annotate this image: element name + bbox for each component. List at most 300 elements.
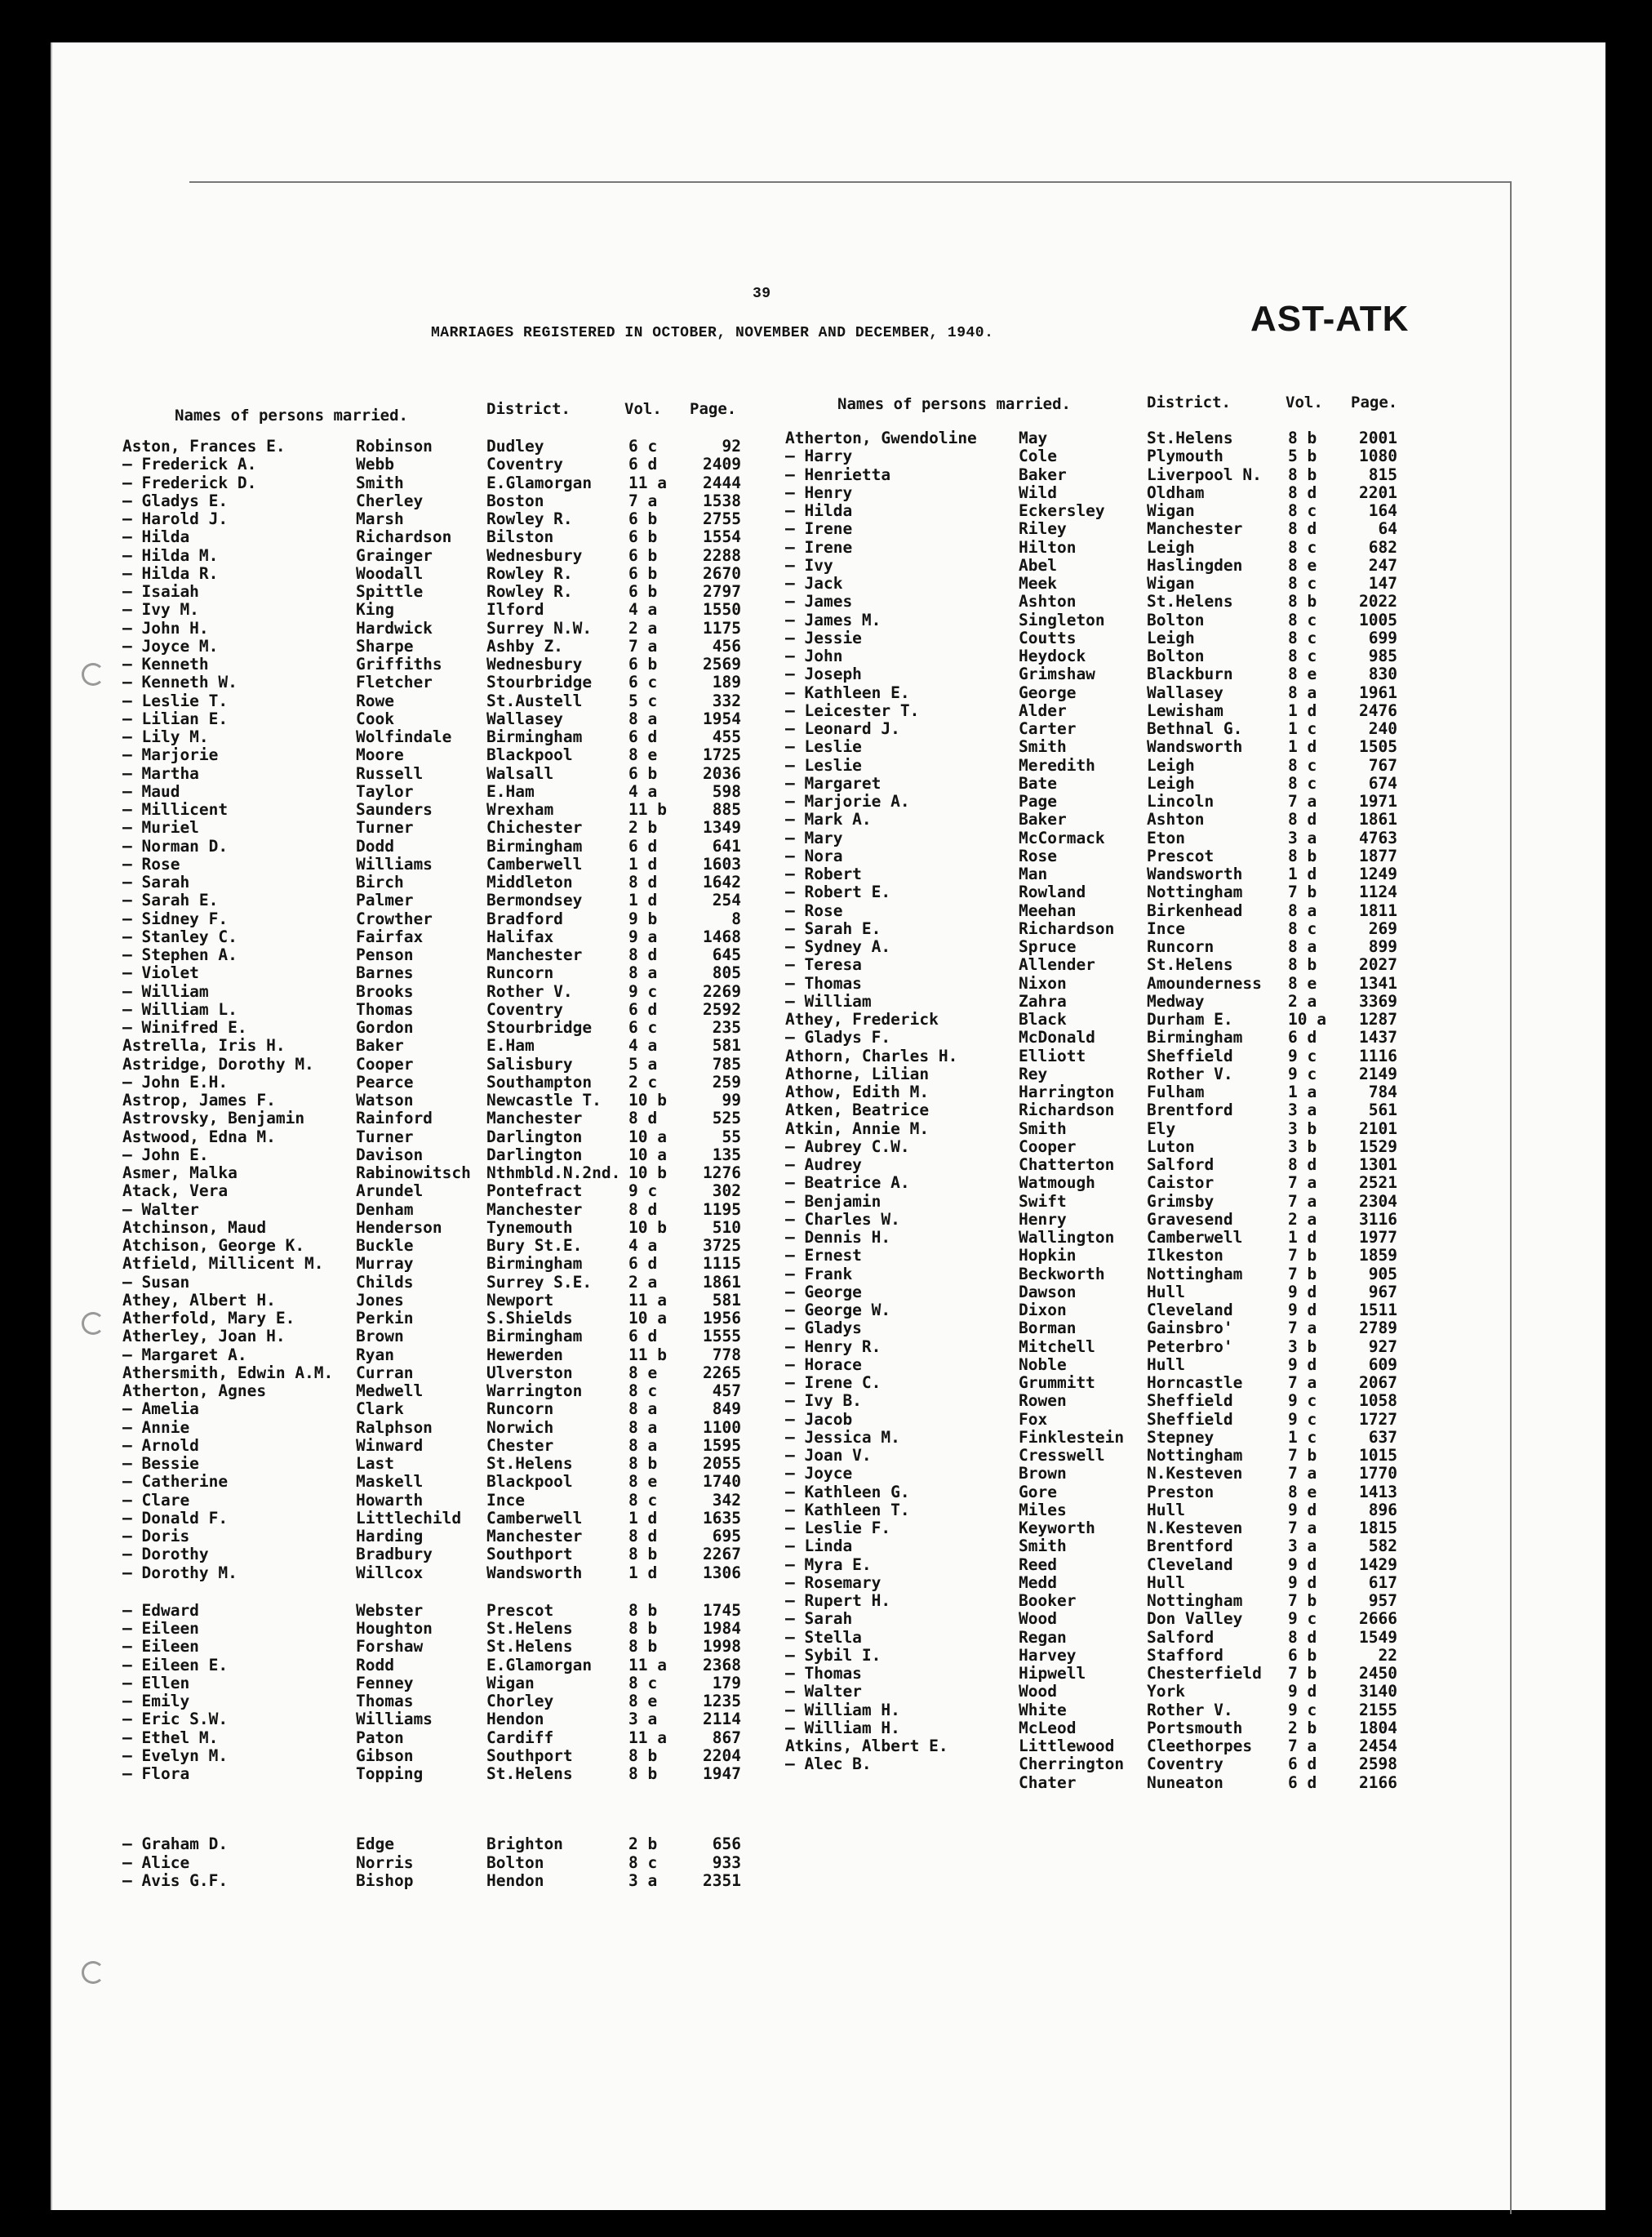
entry-name: — Frank [785,1264,853,1283]
register-entry [0,1501,1632,1519]
entry-name: — James [785,592,853,612]
entry-name: — Eileen E. [122,1655,229,1674]
entry-district: Leigh [1147,537,1195,557]
entry-name: — Isaiah [122,582,199,601]
entry-page: 2476 [1359,700,1397,720]
entry-vol: 2 c [628,1072,658,1092]
entry-vol: 8 e [628,1363,658,1382]
entry-district: Liverpool N. [1147,465,1262,484]
entry-district: Ulverston [486,1363,573,1382]
entry-spouse: McLeod [1019,1718,1077,1737]
entry-vol: 6 b [628,655,658,674]
entry-district: Chorley [486,1692,554,1710]
entry-spouse: Woodall [356,563,424,583]
entry-spouse: Hilton [1019,537,1077,557]
entry-district: Lewisham [1147,700,1223,720]
entry-district: Bolton [1147,610,1205,629]
entry-vol: 1 a [1288,1083,1317,1101]
register-entry [0,1374,1632,1392]
entry-name: — Joseph [785,665,862,684]
register-entry [0,1083,1632,1101]
entry-district: Grimsby [1147,1191,1215,1211]
entry-page: 164 [1368,501,1397,520]
entry-spouse: Ashton [1019,592,1077,612]
register-entry [0,1429,1632,1447]
entry-vol: 9 d [1288,1682,1317,1701]
entry-spouse: Dixon [1019,1301,1067,1319]
entry-vol: 2 b [628,1835,658,1854]
entry-name: — Charles W. [785,1209,900,1229]
entry-spouse: Paton [356,1728,404,1747]
register-entry [0,1519,1632,1537]
entry-page: 1058 [1359,1391,1397,1411]
entry-spouse: Edge [356,1835,394,1854]
entry-district: E.Ham [486,781,535,801]
entry-vol: 8 e [628,745,658,765]
entry-district: Camberwell [486,854,583,874]
entry-name: Atack, Vera [122,1181,229,1201]
entry-page: 332 [712,691,741,710]
entry-page: 1005 [1359,610,1397,629]
entry-page: 2521 [1359,1173,1397,1193]
entry-spouse: Littlechild [356,1508,462,1528]
entry-spouse: Fairfax [356,927,424,946]
entry-vol: 9 d [1288,1354,1317,1374]
entry-spouse: Rabinowitsch [356,1163,471,1182]
entry-district: Chester [486,1435,554,1455]
entry-spouse: Man [1019,865,1048,883]
entry-spouse: Spittle [356,582,424,601]
entry-district: St.Helens [1147,429,1233,447]
entry-page: 455 [712,727,741,746]
entry-vol: 2 b [1288,1718,1317,1737]
entry-name: — Kathleen T. [785,1500,910,1519]
entry-spouse: Hardwick [356,618,433,638]
left-header-name: Names of persons married. [175,407,408,425]
entry-name: — Emily [122,1692,190,1710]
entry-district: Brighton [486,1835,563,1854]
entry-page: 617 [1368,1572,1397,1592]
entry-name: — Irene [785,519,853,539]
entry-district: Rowley R. [486,509,573,528]
entry-spouse: May [1019,429,1048,447]
entry-district: Hendon [486,1870,544,1890]
entry-vol: 8 c [1288,647,1317,665]
entry-spouse: Wild [1019,483,1057,502]
entry-district: Cleveland [1147,1554,1233,1574]
entry-district: Newport [486,1290,554,1310]
entry-name: — Alice [122,1852,190,1872]
entry-page: 2592 [703,999,741,1019]
entry-page: 682 [1368,537,1397,557]
register-entry [0,1556,1632,1574]
entry-spouse: Penson [356,945,414,964]
entry-vol: 4 a [628,600,658,620]
entry-vol: 10 b [628,1091,667,1110]
entry-spouse: Henderson [356,1217,442,1237]
entry-name: Asmer, Malka [122,1163,238,1182]
register-entry [0,1156,1632,1174]
entry-page: 1437 [1359,1028,1397,1047]
entry-page: 641 [712,836,741,856]
entry-spouse: Davison [356,1145,424,1164]
entry-district: Wandsworth [486,1563,583,1582]
entry-spouse: Keyworth [1019,1519,1095,1537]
entry-page: 1413 [1359,1482,1397,1501]
entry-spouse: Finklestein [1019,1427,1125,1447]
register-entry [0,811,1632,829]
entry-spouse: Henry [1019,1209,1067,1229]
entry-vol: 8 b [628,1619,658,1638]
entry-vol: 4 a [628,781,658,801]
entry-page: 1306 [703,1563,741,1582]
entry-vol: 3 a [628,1710,658,1729]
entry-spouse: Forshaw [356,1637,424,1657]
entry-page: 598 [712,781,741,801]
entry-page: 2666 [1359,1609,1397,1629]
entry-spouse: Brown [356,1327,404,1346]
entry-spouse: Howarth [356,1490,424,1510]
entry-name: — Rosemary [785,1572,882,1592]
entry-spouse: Dawson [1019,1282,1077,1301]
entry-page: 2269 [703,981,741,1001]
entry-page: 561 [1368,1101,1397,1120]
entry-district: Lincoln [1147,792,1215,811]
entry-vol: 8 d [1288,1155,1317,1174]
entry-name: Astrovsky, Benjamin [122,1109,305,1128]
entry-vol: 8 d [628,945,658,964]
entry-name: — Henry R. [785,1336,882,1356]
entry-district: Salisbury [486,1054,573,1074]
entry-spouse: Watson [356,1091,414,1110]
entry-spouse: Regan [1019,1627,1067,1647]
entry-district: Runcorn [486,1399,554,1419]
entry-name: — Irene [785,537,853,557]
entry-name: — Margaret A. [122,1345,247,1364]
register-entry [0,1392,1632,1410]
entry-vol: 8 c [1288,628,1317,647]
entry-page: 2036 [703,763,741,783]
entry-page: 240 [1368,719,1397,738]
entry-name: — Linda [785,1537,853,1556]
entry-vol: 3 a [1288,1537,1317,1556]
entry-name: — Ivy M. [122,600,199,620]
entry-spouse: Spruce [1019,937,1077,956]
entry-name: — Mary [785,828,843,847]
entry-district: Southport [486,1545,573,1564]
register-entry [0,702,1632,720]
entry-spouse: Rowen [1019,1391,1067,1411]
entry-name: — Ethel M. [122,1728,219,1747]
entry-district: Caistor [1147,1173,1215,1193]
entry-district: Hull [1147,1500,1185,1519]
entry-page: 1642 [703,873,741,892]
entry-district: E.Glamorgan [486,473,593,492]
entry-name: — William L. [122,999,238,1019]
register-entry [0,429,1632,447]
entry-district: Portsmouth [1147,1718,1243,1737]
entry-district: Bilston [486,527,554,547]
entry-district: Brentford [1147,1101,1233,1120]
register-entry [0,1229,1632,1247]
entry-vol: 10 b [628,1163,667,1182]
entry-page: 905 [1368,1264,1397,1283]
register-entry [0,1737,1632,1755]
entry-district: Horncastle [1147,1373,1243,1392]
entry-spouse: George [1019,683,1077,702]
entry-spouse: Bishop [356,1870,414,1890]
entry-name: — Gladys E. [122,491,229,510]
entry-district: Hull [1147,1282,1185,1301]
entry-name: — Sidney F. [122,909,229,928]
left-header-district: District. [486,400,571,418]
entry-page: 2368 [703,1655,741,1674]
entry-spouse: Abel [1019,555,1057,575]
entry-page: 1947 [703,1764,741,1783]
entry-name: — Stanley C. [122,927,238,946]
entry-district: Blackpool [486,1472,573,1492]
entry-spouse: Williams [356,1710,433,1729]
entry-spouse: Winward [356,1435,424,1455]
entry-spouse: Marsh [356,509,404,528]
page-number: 39 [753,286,771,302]
entry-vol: 3 b [1288,1136,1317,1156]
right-header-page: Page. [1351,394,1398,411]
entry-page: 1249 [1359,865,1397,883]
register-entry [0,938,1632,956]
entry-spouse: Childs [356,1272,414,1292]
entry-page: 2101 [1359,1118,1397,1138]
entry-district: St.Austell [486,691,583,710]
entry-vol: 8 c [1288,610,1317,629]
entry-vol: 8 b [628,1746,658,1765]
entry-page: 1727 [1359,1409,1397,1429]
entry-page: 1341 [1359,973,1397,993]
entry-name: — Horace [785,1354,862,1374]
entry-vol: 6 b [628,563,658,583]
entry-spouse: Wallington [1019,1228,1115,1247]
entry-spouse: Rose [1019,846,1057,865]
register-entry [0,1755,1632,1773]
entry-name: Athorn, Charles H. [785,1046,958,1065]
entry-name: — Irene C. [785,1373,882,1392]
entry-spouse: Black [1019,1010,1067,1029]
entry-spouse: Willcox [356,1563,424,1582]
entry-page: 1505 [1359,737,1397,757]
entry-page: 1725 [703,745,741,765]
entry-page: 784 [1368,1083,1397,1101]
entry-district: Bolton [486,1852,544,1872]
entry-name: — Joyce [785,1464,853,1483]
entry-district: Durham E. [1147,1010,1233,1029]
entry-vol: 6 d [1288,1028,1317,1047]
entry-district: Blackpool [486,745,573,765]
entry-vol: 9 c [1288,1064,1317,1083]
entry-vol: 11 a [628,1728,667,1747]
entry-name: — Arnold [122,1435,199,1455]
entry-vol: 8 e [628,1692,658,1710]
entry-vol: 7 a [1288,1519,1317,1537]
entry-name: — Ivy [785,555,833,575]
entry-vol: 7 a [628,491,658,510]
entry-vol: 3 a [1288,1101,1317,1120]
entry-district: Luton [1147,1136,1195,1156]
entry-spouse: Meek [1019,574,1057,593]
entry-spouse: Richardson [1019,1101,1115,1120]
entry-vol: 9 d [1288,1554,1317,1574]
entry-district: Tynemouth [486,1217,573,1237]
entry-page: 2001 [1359,429,1397,447]
entry-spouse: Griffiths [356,655,442,674]
entry-vol: 7 b [1288,1446,1317,1465]
entry-district: Birmingham [486,1254,583,1274]
register-entry [0,847,1632,865]
register-entry [0,1854,1632,1872]
entry-vol: 7 a [628,636,658,656]
entry-district: Chesterfield [1147,1664,1262,1683]
register-entry [0,1872,1632,1890]
entry-district: Camberwell [1147,1228,1243,1247]
entry-spouse: Webster [356,1600,424,1620]
entry-vol: 11 a [628,1655,667,1674]
entry-page: 2755 [703,509,741,528]
entry-name: — Flora [122,1764,190,1783]
entry-district: Salford [1147,1155,1215,1174]
entry-vol: 8 a [628,1435,658,1455]
entry-name: — Harry [785,447,853,466]
entry-name: — Annie [122,1417,190,1437]
entry-spouse: Maskell [356,1472,424,1492]
entry-vol: 7 a [1288,1319,1317,1338]
register-entry [0,557,1632,575]
entry-spouse: Zahra [1019,991,1067,1011]
entry-spouse: Swift [1019,1191,1067,1211]
entry-district: Coventry [1147,1754,1223,1774]
entry-spouse: Murray [356,1254,414,1274]
entry-district: Cleveland [1147,1301,1233,1319]
entry-name: — Rupert H. [785,1591,891,1610]
entry-vol: 3 a [628,1870,658,1890]
entry-page: 2454 [1359,1737,1397,1755]
entry-page: 1301 [1359,1155,1397,1174]
register-entry [0,1047,1632,1065]
entry-name: — Frederick A. [122,455,257,474]
entry-page: 2265 [703,1363,741,1382]
entry-vol: 9 c [1288,1609,1317,1629]
entry-vol: 8 b [1288,846,1317,865]
entry-district: Wallasey [486,709,563,728]
entry-name: — Frederick D. [122,473,257,492]
entry-district: Wandsworth [1147,737,1243,757]
entry-district: Walsall [486,763,554,783]
entry-district: Don Valley [1147,1609,1243,1629]
entry-spouse: Fox [1019,1409,1048,1429]
entry-district: S.Shields [486,1309,573,1328]
entry-page: 1175 [703,618,741,638]
entry-spouse: Hipwell [1019,1664,1086,1683]
entry-district: Bolton [1147,647,1205,665]
entry-spouse: Medd [1019,1572,1057,1592]
entry-vol: 8 a [1288,937,1317,956]
entry-spouse: Grainger [356,545,433,565]
right-header-name: Names of persons married. [837,395,1071,413]
entry-page: 254 [712,891,741,910]
right-header-district: District. [1147,394,1231,411]
entry-spouse: Williams [356,854,433,874]
entry-page: 456 [712,636,741,656]
entry-district: Bradford [486,909,563,928]
entry-name: — Teresa [785,955,862,975]
entry-district: Ashton [1147,810,1205,829]
entry-name: Atherton, Gwendoline [785,429,977,447]
entry-name: Aston, Frances E. [122,437,286,456]
entry-page: 656 [712,1835,741,1854]
entry-page: 645 [712,945,741,964]
entry-name: — Henrietta [785,465,891,484]
entry-district: Middleton [486,873,573,892]
entry-spouse: Crowther [356,909,433,928]
entry-vol: 8 e [1288,665,1317,684]
entry-district: St.Helens [486,1764,573,1783]
entry-name: Atchinson, Maud [122,1217,267,1237]
entry-vol: 7 b [1288,883,1317,902]
entry-vol: 8 d [1288,519,1317,539]
entry-district: Hendon [486,1710,544,1729]
entry-district: Ilford [486,600,544,620]
entry-name: — Lilian E. [122,709,229,728]
entry-district: E.Glamorgan [486,1655,593,1674]
entry-name: — Stephen A. [122,945,238,964]
entry-page: 247 [1368,555,1397,575]
entry-vol: 8 c [1288,574,1317,593]
entry-spouse: Cooper [356,1054,414,1074]
entry-name: — Beatrice A. [785,1173,910,1193]
entry-spouse: Miles [1019,1500,1067,1519]
entry-page: 1961 [1359,683,1397,702]
entry-district: Hull [1147,1572,1185,1592]
register-entry [0,1835,1632,1853]
entry-vol: 6 b [628,527,658,547]
entry-page: 1861 [1359,810,1397,829]
entry-name: — Hilda M. [122,545,219,565]
entry-name: — Amelia [122,1399,199,1419]
entry-spouse: Fenney [356,1673,414,1692]
entry-spouse: Meehan [1019,901,1077,920]
entry-district: N.Kesteven [1147,1519,1243,1537]
entry-vol: 7 a [1288,1173,1317,1193]
entry-page: 581 [712,1036,741,1056]
entry-district: York [1147,1682,1185,1701]
entry-vol: 11 a [628,473,667,492]
entry-spouse: Turner [356,818,414,838]
left-header-vol: Vol. [624,400,662,418]
entry-district: Sheffield [1147,1046,1233,1065]
entry-district: Nottingham [1147,1446,1243,1465]
entry-name: — Harold J. [122,509,229,528]
entry-spouse: Bradbury [356,1545,433,1564]
entry-page: 2670 [703,563,741,583]
entry-vol: 1 d [628,854,658,874]
entry-spouse: Cooper [1019,1136,1077,1156]
register-entry [0,1101,1632,1119]
entry-page: 1603 [703,854,741,874]
entry-name: — Jacob [785,1409,853,1429]
entry-spouse: Barnes [356,963,414,983]
register-entry [0,629,1632,647]
entry-spouse: McDonald [1019,1028,1095,1047]
register-entry [0,1665,1632,1683]
entry-vol: 9 d [1288,1301,1317,1319]
